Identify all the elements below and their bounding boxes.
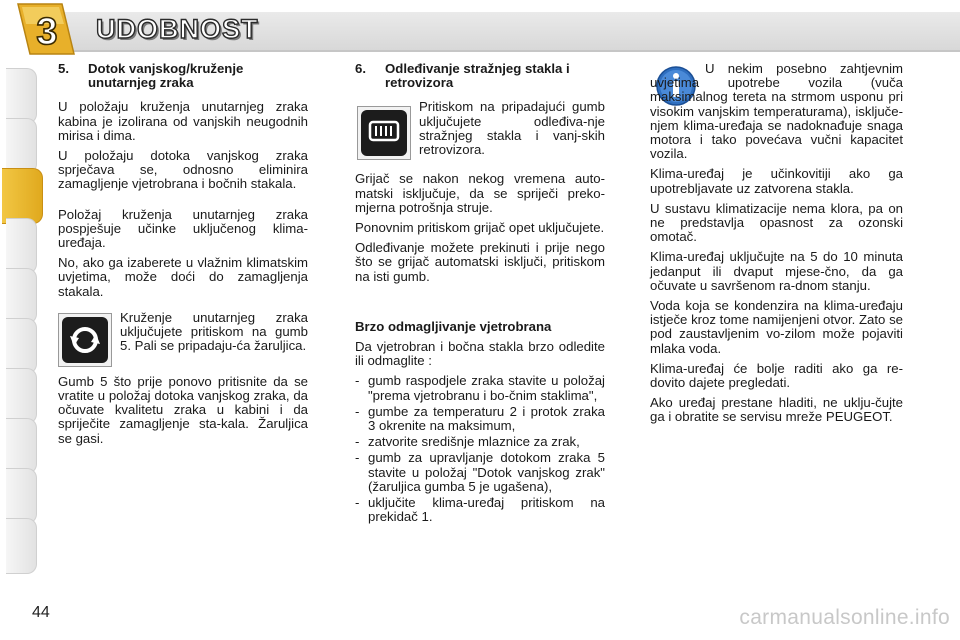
chapter-title: UDOBNOST <box>96 14 259 44</box>
paragraph: Klima-uređaj uključujte na 5 do 10 minuta jedanput ili dvaput mjese-čno, da ga očuvate u savršenom ra-dnom stanju. <box>650 249 903 293</box>
chapter-tab-7[interactable] <box>6 368 37 424</box>
chapter-tab-3-active[interactable] <box>2 168 43 224</box>
rear-defrost-button-icon <box>357 106 411 160</box>
page-number: 44 <box>32 604 50 621</box>
subheading-quick-defog: Brzo odmagljivanje vjetrobrana <box>355 318 552 334</box>
column-3 <box>650 62 903 431</box>
paragraph: Klima-uređaj će bolje raditi ako ga re-dovito dajete pregledati. <box>650 360 903 391</box>
paragraph: Ponovnim pritiskom grijač opet uključujete. <box>355 220 605 236</box>
paragraph: Gumb 5 što prije ponovo pritisnite da se vratite u položaj dotoka vanjskog zraka, da očuvate kvalitetu zraka u kabini i da spriječite zamagljenje sta-kala. Žaruljica se gasi. <box>58 373 308 446</box>
defog-steps-list <box>355 374 605 524</box>
paragraph: U sustavu klimatizacije nema klora, pa on ne predstavlja opasnost za ozonski omotač. <box>650 200 903 245</box>
section-5-heading <box>58 62 308 90</box>
section-6-heading <box>355 62 605 90</box>
recirculation-block <box>58 311 308 375</box>
paragraph: U položaju kruženja unutarnjeg zraka kabina je izolirana od vanjskih neugodnih mirisa i dima. <box>58 99 308 143</box>
chapter-tab-8[interactable] <box>6 418 37 474</box>
chapter-tab-6[interactable] <box>6 318 37 374</box>
chapter-tab-5[interactable] <box>6 268 37 324</box>
section-6-title: Odleđivanje stražnjeg stakla i retrovizora <box>385 61 570 91</box>
section-5-number: 5. <box>58 61 69 76</box>
chapter-tab-1[interactable] <box>6 68 37 124</box>
paragraph: Da vjetrobran i bočna stakla brzo odledite ili odmaglite : <box>355 339 605 369</box>
paragraph: Grijač se nakon nekog vremena auto-matski isključuje, da se spriječi preko-mjerna potrošnja struje. <box>355 171 605 215</box>
list-item: - gumb raspodjele zraka stavite u položaj "prema vjetrobranu i bo-čnim staklima", <box>355 374 605 402</box>
list-item: - gumbe za temperaturu 2 i protok zraka 3 okrenite na maksimum, <box>355 405 605 433</box>
paragraph: No, ako ga izaberete u vlažnim klimatskim uvjetima, može doći do zamagljenja stakala. <box>58 255 308 299</box>
chapter-tab-2[interactable] <box>6 118 37 174</box>
paragraph: Odleđivanje možete prekinuti i prije nego što se grijač automatski isključi, pritiskom na isti gumb. <box>355 240 605 284</box>
chapter-badge-icon <box>14 2 76 56</box>
rear-defrost-block <box>355 100 605 162</box>
paragraph: Klima-uređaj je učinkovitiji ako ga upotrebljavate uz zatvorena stakla. <box>650 166 903 196</box>
list-item: - uključite klima-uređaj pritiskom na prekidač 1. <box>355 496 605 524</box>
paragraph: Kruženje unutarnjeg zraka uključujete pritiskom na gumb 5. Pali se pripadaju-ća žaruljica. <box>120 309 308 354</box>
paragraph: Voda koja se kondenzira na klima-uređaju istječe kroz tome namijenjeni otvor. Zato se pod zaustavljenim vo-zilom može pojaviti mlaka voda. <box>650 298 903 356</box>
chapter-tab-10[interactable] <box>6 518 37 574</box>
watermark: carmanualsonline.info <box>739 606 950 629</box>
paragraph: Pritiskom na pripadajući gumb uključujete odleđiva-nje stražnjeg stakla i vanj-skih retrovizora. <box>419 99 605 158</box>
column-1 <box>58 62 308 452</box>
list-item: - zatvorite središnje mlaznice za zrak, <box>355 435 605 449</box>
section-5-title: Dotok vanjskog/kruženje unutarnjeg zraka <box>88 61 244 91</box>
list-item: - gumb za upravljanje dotokom zraka 5 stavite u položaj "Dotok vanjskog zrak" (žaruljica gumba 5 je ugašena), <box>355 451 605 494</box>
column-2 <box>355 62 605 526</box>
page-header <box>0 0 960 58</box>
paragraph: U položaju dotoka vanjskog zraka sprječava se, odnosno eliminira zamagljenje vjetrobrana i bočnih stakala. <box>58 148 308 192</box>
recirculation-button-icon <box>58 313 112 367</box>
section-6-number: 6. <box>355 61 366 76</box>
chapter-tabs <box>0 60 44 580</box>
paragraph: Položaj kruženja unutarnjeg zraka pospješuje učinke uključenog klima-uređaja. <box>58 206 308 251</box>
chapter-number: 3 <box>36 11 58 53</box>
chapter-tab-9[interactable] <box>6 468 37 524</box>
chapter-tab-4[interactable] <box>6 218 37 274</box>
paragraph: Ako uređaj prestane hladiti, ne uklju-čujte ga i obratite se servisu mreže PEUGEOT. <box>650 395 903 425</box>
paragraph: U nekim posebno zahtjevnim uvjetima upotrebe vozila (vuča maksimalnog tereta na strmom usponu pri visokim vanjskim temperaturama), isključe-njem klima-uređaja se nadoknađuje snaga motora i tako povećava vučni kapacitet vozila. <box>650 61 903 162</box>
